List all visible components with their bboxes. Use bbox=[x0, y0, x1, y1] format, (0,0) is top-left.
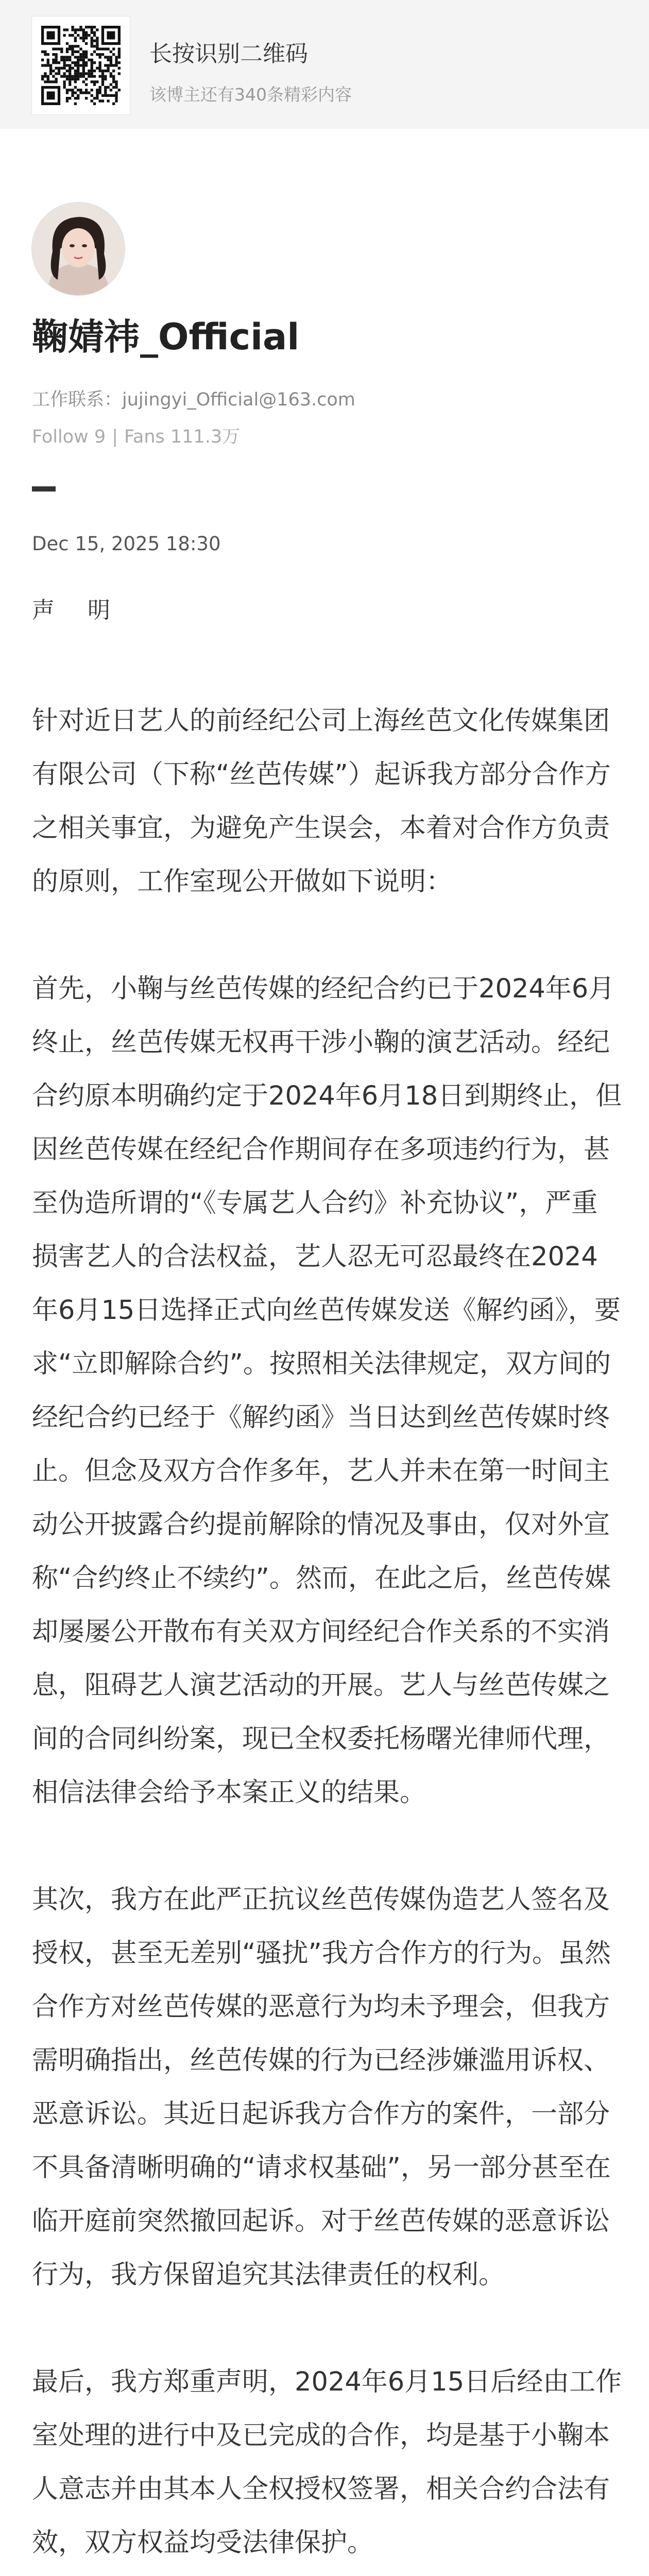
section-divider bbox=[32, 486, 56, 492]
follow-count[interactable]: Follow 9 bbox=[32, 427, 106, 447]
top-banner bbox=[0, 0, 649, 129]
banner-subtitle: 该博主还有340条精彩内容 bbox=[149, 84, 352, 105]
profile-contact: 工作联系：jujingyi_Official@163.com bbox=[32, 389, 355, 410]
banner-title: 长按识别二维码 bbox=[149, 41, 308, 67]
post-date: Dec 15, 2025 18:30 bbox=[32, 533, 221, 555]
post-paragraph: 最后，我方郑重声明，2024年6月15日后经由工作室处理的进行中及已完成的合作，均是基于小鞠本人意志并由其本人全权授权签署，相关合约合法有效，双方权益均受法律保护。 bbox=[32, 2367, 622, 2558]
qr-code-pattern bbox=[41, 26, 121, 105]
stats-separator: | bbox=[112, 427, 118, 447]
profile-name[interactable]: 鞠婧祎_Official bbox=[32, 316, 300, 358]
post-paragraph: 针对近日艺人的前经纪公司上海丝芭文化传媒集团有限公司（下称“丝芭传媒”）起诉我方部分合作方之相关事宜，为避免产生误会，本着对合作方负责的原则，工作室现公开做如下说明： bbox=[32, 706, 611, 897]
post-paragraph: 其次，我方在此严正抗议丝芭传媒伪造艺人签名及授权，甚至无差别“骚扰”我方合作方的行为。虽然合作方对丝芭传媒的恶意行为均未予理会，但我方需明确指出，丝芭传媒的行为已经涉嫌滥用诉权、恶意诉讼。其近日起诉我方合作方的案件，一部分不具备清晰明确的“请求权基础”，另一部分甚至在临开庭前突然撤回起诉。对于丝芭传媒的恶意诉讼行为，我方保留追究其法律责任的权利。 bbox=[32, 1885, 611, 2290]
profile-stats bbox=[32, 422, 240, 448]
avatar[interactable] bbox=[32, 202, 125, 295]
post-content bbox=[32, 694, 622, 2576]
fans-count[interactable]: Fans 111.3万 bbox=[124, 427, 241, 447]
post-heading: 声 明 bbox=[32, 597, 115, 623]
avatar-image bbox=[32, 202, 125, 295]
post-paragraph: 首先，小鞠与丝芭传媒的经纪合约已于2024年6月终止，丝芭传媒无权再干涉小鞠的演艺活动。经纪合约原本明确约定于2024年6月18日到期终止，但因丝芭传媒在经纪合作期间存在多项违约行为，甚至伪造所谓的“《专属艺人合约》补充协议”，严重损害艺人的合法权益，艺人忍无可忍最终在2024年6月15日选择正式向丝芭传媒发送《解约函》，要求“立即解除合约”。按照相关法律规定，双方间的经纪合约已经于《解约函》当日达到丝芭传媒时终止。但念及双方合作多年，艺人并未在第一时间主动公开披露合约提前解除的情况及事由，仅对外宣称“合约终止不续约”。然而，在此之后，丝芭传媒却屡屡公开散布有关双方间经纪合作关系的不实消息，阻碍艺人演艺活动的开展。艺人与丝芭传媒之间的合同纠纷案，现已全权委托杨曙光律师代理，相信法律会给予本案正义的结果。 bbox=[32, 974, 622, 1808]
qr-code-icon[interactable] bbox=[32, 16, 130, 114]
